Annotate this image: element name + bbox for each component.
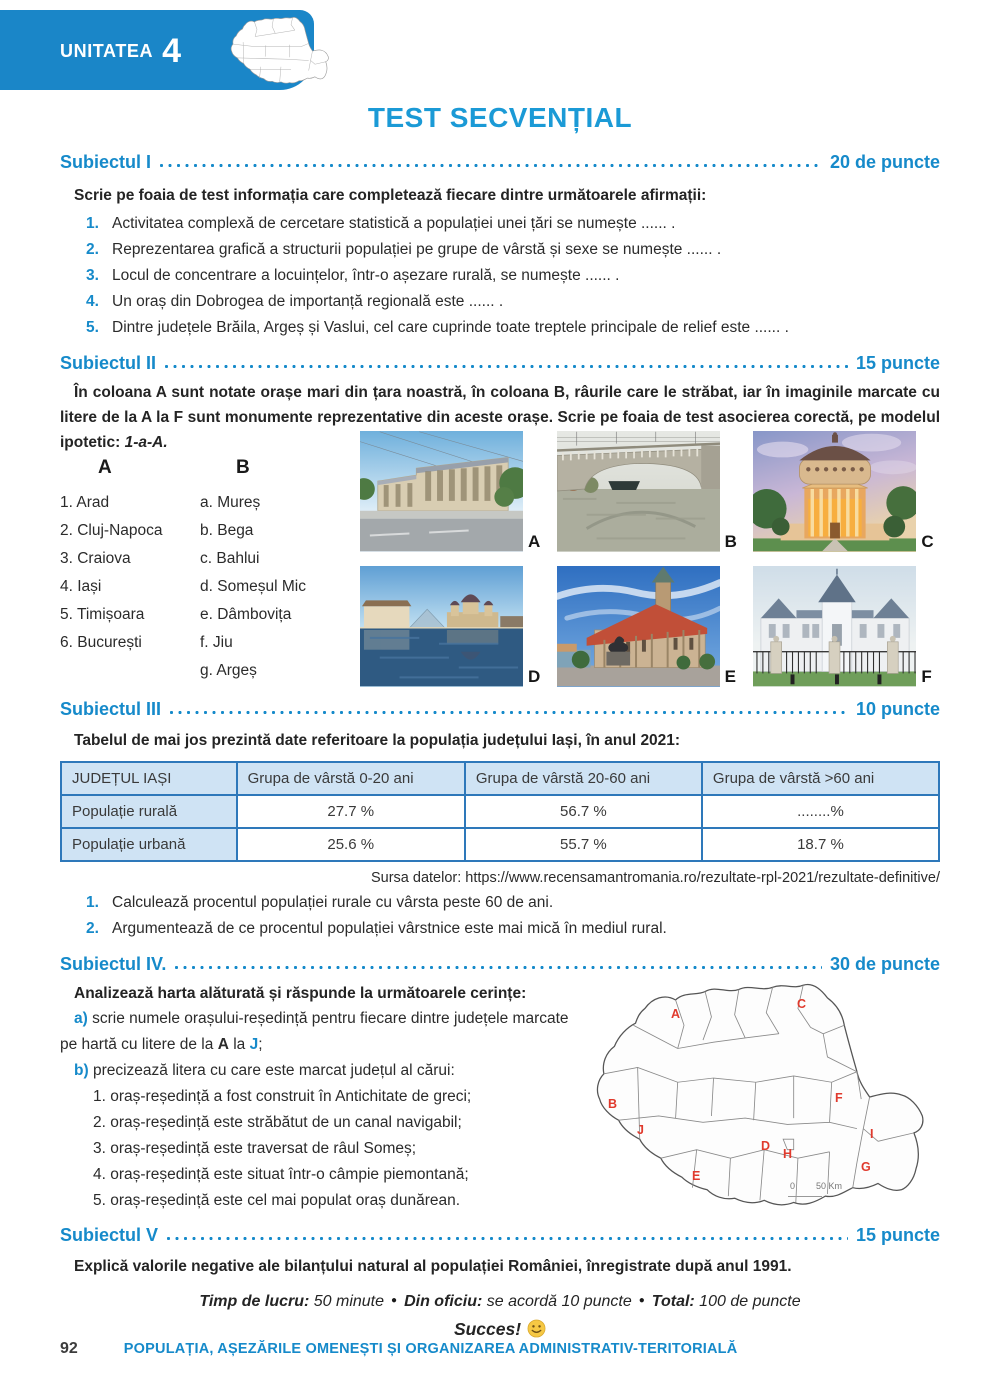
dotted-leader xyxy=(164,364,848,369)
photo-bridge-bega xyxy=(557,431,720,552)
letter-j-ref: J xyxy=(249,1036,259,1053)
section-heading: Subiectul III xyxy=(60,699,162,719)
map-letter: J xyxy=(637,1123,644,1137)
table-cell: 56.7 % xyxy=(465,795,702,828)
item-b-label: b) xyxy=(74,1062,89,1079)
item-a-mid: la xyxy=(228,1036,250,1053)
column-b-header: B xyxy=(236,457,250,478)
section-points: 10 puncte xyxy=(855,699,940,719)
total-label: Total: xyxy=(651,1293,695,1310)
total-value: 100 de puncte xyxy=(694,1293,801,1310)
table-cell: 18.7 % xyxy=(702,828,939,861)
list-item: c. Bahlui xyxy=(200,550,260,567)
sub-item: 2. oraș-reședință este străbătut de un canal navigabil; xyxy=(93,1114,462,1131)
column-lists xyxy=(60,489,360,685)
data-source-line xyxy=(60,870,940,886)
table-cell: 27.7 % xyxy=(237,795,465,828)
section-heading: Subiectul I xyxy=(60,152,152,172)
item-number: 3. xyxy=(86,267,99,284)
column-headers xyxy=(60,457,360,489)
item-a-text: scrie numele orașului-reședință pentru fiecare dintre județele marcate pe hartă cu litere de la xyxy=(60,1010,569,1053)
oficiu-label: Din oficiu: xyxy=(404,1293,483,1310)
map-scale-label: 50 Km xyxy=(816,1181,843,1191)
success-line xyxy=(60,1319,940,1340)
photo-cell xyxy=(557,566,744,687)
unit-label: UNITATEA xyxy=(60,40,154,61)
question-item xyxy=(60,916,940,942)
section-heading: Subiectul V xyxy=(60,1225,159,1245)
section-subject-3 xyxy=(60,699,940,942)
photo-cell xyxy=(557,431,744,552)
photo-athenaeum-bucharest xyxy=(753,431,916,552)
oficiu-value: se acordă 10 puncte xyxy=(482,1293,632,1310)
photo-grid xyxy=(360,431,940,687)
table-cell: ........% xyxy=(702,795,939,828)
item-number: 1. xyxy=(86,215,99,232)
item-text: Dintre județele Brăila, Argeș și Vaslui, cel care cuprinde toate treptele principale de relief este ...... . xyxy=(112,319,789,336)
list-item: e. Dâmbovița xyxy=(200,606,292,623)
list-item: 2. Cluj-Napoca xyxy=(60,522,163,539)
list-item: d. Someșul Mic xyxy=(200,578,306,595)
bullet-icon: ● xyxy=(391,1295,398,1306)
list-item: 1. Arad xyxy=(60,494,110,511)
item-text: Reprezentarea grafică a structurii populației pe grupe de vârstă și sexe se numește ...... . xyxy=(112,241,722,258)
photo-cell xyxy=(753,431,940,552)
item-number: 5. xyxy=(86,319,99,336)
letter-a-ref: A xyxy=(217,1036,229,1053)
section-points: 20 de puncte xyxy=(829,152,940,172)
match-columns xyxy=(60,431,360,687)
item-a-label: a) xyxy=(74,1010,88,1027)
section-points: 30 de puncte xyxy=(829,954,940,974)
section-heading: Subiectul IV. xyxy=(60,954,167,974)
photo-label: B xyxy=(724,532,737,551)
question-item xyxy=(60,890,940,916)
photo-label: E xyxy=(724,667,736,686)
section-subject-2 xyxy=(60,353,940,687)
sub-item: 4. oraș-reședință este situat într-o câmpie piemontană; xyxy=(93,1166,469,1183)
map-outline xyxy=(582,981,940,1213)
question-item xyxy=(60,315,940,341)
item-text: Argumentează de ce procentul populației vârstnice este mai mică în mediul rural. xyxy=(112,920,667,937)
table-cell: 55.7 % xyxy=(465,828,702,861)
list-item: 6. București xyxy=(60,634,142,651)
list-item: g. Argeș xyxy=(200,662,257,679)
item-number: 2. xyxy=(86,241,99,258)
intro-text: În coloana A sunt notate orașe mari din țara noastră, în coloana B, râurile care le străbat, iar în imaginile marcate cu litere de la A la F sunt monumente reprezentative din aceste orașe. Scrie pe foaia de test asocierea corectă, pe modelul ipotetic: xyxy=(60,384,940,451)
item-text: Activitatea complexă de cercetare statistică a populației unei țări se numește ...... . xyxy=(112,215,676,232)
list-item: f. Jiu xyxy=(200,634,233,651)
item-text: Un oraș din Dobrogea de importanță regională este ...... . xyxy=(112,293,504,310)
map-scale-zero: 0 xyxy=(790,1181,796,1191)
column-b-list xyxy=(200,489,360,685)
model-example: 1-a-A. xyxy=(124,434,168,451)
dotted-leader xyxy=(174,965,822,970)
item-text: Calculează procentul populației rurale cu vârsta peste 60 de ani. xyxy=(112,894,554,911)
exam-info-line xyxy=(60,1293,940,1311)
unit-number: 4 xyxy=(162,32,182,70)
photo-label: F xyxy=(921,667,932,686)
section-points: 15 puncte xyxy=(855,1225,940,1245)
section-heading-row xyxy=(60,353,940,374)
photo-university-iasi xyxy=(360,431,523,552)
map-letter: G xyxy=(861,1160,871,1174)
table-header-cell: Grupa de vârstă >60 ani xyxy=(702,762,939,795)
section-heading: Subiectul II xyxy=(60,353,157,373)
sub-item: 3. oraș-reședință este traversat de râul Someș; xyxy=(93,1140,417,1157)
map-letter: E xyxy=(692,1169,701,1183)
source-url: https://www.recensamantromania.ro/rezultate-rpl-2021/rezultate-definitive/ xyxy=(465,870,940,886)
smiley-icon xyxy=(527,1319,546,1338)
table-header-row xyxy=(61,762,939,795)
dotted-leader xyxy=(159,163,822,168)
table-row xyxy=(61,795,939,828)
success-text: Succes! xyxy=(453,1319,522,1339)
map-letter: H xyxy=(783,1147,793,1161)
photo-palace-craiova xyxy=(753,566,916,687)
photo-cell xyxy=(360,431,547,552)
table-header-cell: Grupa de vârstă 20-60 ani xyxy=(465,762,702,795)
list-item: a. Mureș xyxy=(200,494,261,511)
map-scale-bar xyxy=(788,1196,822,1197)
list-item: 5. Timișoara xyxy=(60,606,145,623)
section-subject-4 xyxy=(60,954,940,1215)
list-item: b. Bega xyxy=(200,522,254,539)
column-a-list xyxy=(60,489,200,685)
section-points: 15 puncte xyxy=(855,353,940,373)
dotted-leader xyxy=(169,710,848,715)
map-letter: B xyxy=(608,1097,618,1111)
romania-counties-map xyxy=(582,981,940,1215)
item-number: 1. xyxy=(86,894,99,911)
time-value: 50 minute xyxy=(309,1293,385,1310)
subject3-list xyxy=(60,890,940,942)
subject1-list xyxy=(60,211,940,341)
section-heading-row xyxy=(60,152,940,173)
map-letter: F xyxy=(835,1091,843,1105)
map-letter: D xyxy=(761,1139,771,1153)
sub-item: 5. oraș-reședință este cel mai populat oraș dunărean. xyxy=(93,1192,461,1209)
list-item: 3. Craiova xyxy=(60,550,131,567)
question-item xyxy=(60,263,940,289)
row-label: Populație rurală xyxy=(61,795,237,828)
table-row xyxy=(61,828,939,861)
photo-label: D xyxy=(528,667,541,686)
source-label: Sursa datelor: xyxy=(370,870,462,886)
page-footer xyxy=(60,1340,737,1358)
page-title: TEST SECVENȚIAL xyxy=(367,102,633,133)
map-letter: C xyxy=(797,997,807,1011)
section-heading-row xyxy=(60,1225,940,1246)
question-item xyxy=(60,237,940,263)
subject4-intro: Analizează harta alăturată și răspunde la următoarele cerințe: xyxy=(74,985,527,1002)
chapter-title: POPULAȚIA, AȘEZĂRILE OMENEȘTI ȘI ORGANIZAREA ADMINISTRATIV-TERITORIALĂ xyxy=(123,1341,738,1357)
section-subject-1 xyxy=(60,152,940,341)
table-header-cell: Grupa de vârstă 0-20 ani xyxy=(237,762,465,795)
bullet-icon: ● xyxy=(638,1295,645,1306)
list-item: 4. Iași xyxy=(60,578,102,595)
photo-cell xyxy=(753,566,940,687)
page-content xyxy=(60,0,940,1340)
row-label: Populație urbană xyxy=(61,828,237,861)
subject4-item-b xyxy=(60,1058,576,1084)
photo-church-cluj xyxy=(557,566,720,687)
photo-label: A xyxy=(528,532,541,551)
photo-label: C xyxy=(921,532,934,551)
subject4-text xyxy=(60,981,582,1215)
item-b-text: precizează litera cu care este marcat județul al cărui: xyxy=(88,1062,455,1079)
table-header-cell: JUDEȚUL IAȘI xyxy=(61,762,237,795)
subject4-item-a xyxy=(60,1006,576,1058)
subject2-body xyxy=(60,431,940,687)
table-cell: 25.6 % xyxy=(237,828,465,861)
subject3-intro: Tabelul de mai jos prezintă date referitoare la populația județului Iași, în anul 2021: xyxy=(74,732,681,749)
map-letter: I xyxy=(870,1127,874,1141)
photo-riverfront-arad xyxy=(360,566,523,687)
dotted-leader xyxy=(166,1236,848,1241)
item-number: 2. xyxy=(86,920,99,937)
question-item xyxy=(60,211,940,237)
section-subject-5 xyxy=(60,1225,940,1279)
item-number: 4. xyxy=(86,293,99,310)
map-letter: A xyxy=(671,1007,681,1021)
column-a-header: A xyxy=(98,457,112,478)
photo-cell xyxy=(360,566,547,687)
page-number: 92 xyxy=(60,1340,78,1357)
subject5-text: Explică valorile negative ale bilanțului natural al populației României, înregistrate după anul 1991. xyxy=(74,1258,792,1275)
time-label: Timp de lucru: xyxy=(199,1293,310,1310)
population-table xyxy=(60,761,940,862)
section-heading-row xyxy=(60,699,940,720)
question-item xyxy=(60,289,940,315)
section-heading-row xyxy=(60,954,940,975)
sub-item: 1. oraș-reședință a fost construit în Antichitate de greci; xyxy=(93,1088,472,1105)
item-text: Locul de concentrare a locuințelor, într-o așezare rurală, se numește ...... . xyxy=(112,267,620,284)
item-a-end: ; xyxy=(258,1036,263,1053)
subject1-intro: Scrie pe foaia de test informația care completează fiecare dintre următoarele afirmații: xyxy=(74,187,707,204)
